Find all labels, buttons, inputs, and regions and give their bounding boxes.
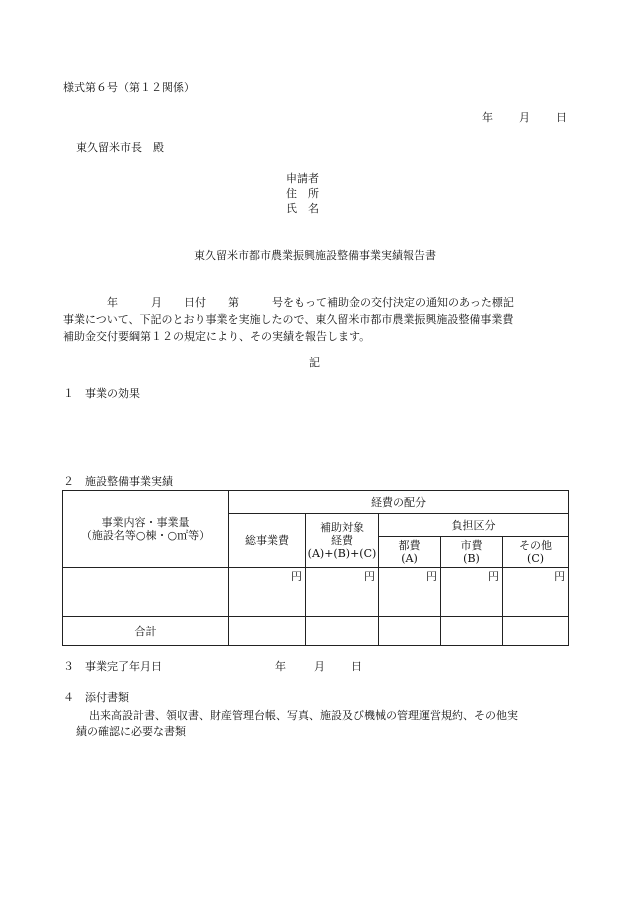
applicant-address-label: 住 所 xyxy=(286,187,319,200)
content-cell[interactable] xyxy=(63,568,229,617)
yen-unit: 円 xyxy=(503,568,569,617)
section2-heading: ２ 施設整備事業実績 xyxy=(63,475,173,488)
yen-unit: 円 xyxy=(229,568,306,617)
section4-heading: ４ 添付書類 xyxy=(63,691,129,704)
metro-cost-header: 都費 (A) xyxy=(379,537,441,568)
addressee: 東久留米市長 殿 xyxy=(76,141,164,154)
section1-heading: １ 事業の効果 xyxy=(63,387,140,400)
subsidy-target-header: 補助対象 経費 (A)+(B)+(C) xyxy=(306,514,379,568)
total-row xyxy=(63,617,569,646)
total-cell[interactable] xyxy=(229,617,306,646)
form-number: 様式第６号（第１２関係） xyxy=(63,81,195,94)
content-header: 事業内容・事業量 （施設名等○棟・○㎡等） xyxy=(63,491,229,568)
total-label: 合計 xyxy=(63,617,229,646)
total-cell[interactable] xyxy=(503,617,569,646)
table-row xyxy=(63,568,569,617)
completion-day: 日 xyxy=(351,660,362,673)
total-cell[interactable] xyxy=(441,617,503,646)
other-cost-header: その他 (C) xyxy=(503,537,569,568)
attachments-line: 績の確認に必要な書類 xyxy=(76,725,186,738)
ki-heading: 記 xyxy=(309,356,320,369)
yen-unit: 円 xyxy=(379,568,441,617)
burden-header: 負担区分 xyxy=(379,514,569,537)
completion-month: 月 xyxy=(314,660,325,673)
yen-unit: 円 xyxy=(441,568,503,617)
applicant-name-label: 氏 名 xyxy=(286,202,319,215)
expense-allocation-header: 経費の配分 xyxy=(229,491,569,514)
date-month: 月 xyxy=(519,111,530,124)
applicant-label: 申請者 xyxy=(286,172,319,185)
yen-unit: 円 xyxy=(306,568,379,617)
body-line: 年 月 日付 第 号をもって補助金の交付決定の通知のあった標記 xyxy=(63,296,514,309)
expense-table xyxy=(62,490,569,646)
body-line: 事業について、下記のとおり事業を実施したので、東久留米市都市農業振興施設整備事業費 xyxy=(63,313,514,326)
date-day: 日 xyxy=(556,111,567,124)
total-cell[interactable] xyxy=(379,617,441,646)
city-cost-header: 市費 (B) xyxy=(441,537,503,568)
body-line: 補助金交付要綱第１２の規定により、その実績を報告します。 xyxy=(63,330,371,343)
total-cost-header: 総事業費 xyxy=(229,514,306,568)
total-cell[interactable] xyxy=(306,617,379,646)
body-paragraph xyxy=(63,294,573,345)
document-title: 東久留米市都市農業振興施設整備事業実績報告書 xyxy=(194,249,436,262)
section3-heading: ３ 事業完了年月日 xyxy=(63,660,162,673)
date-year: 年 xyxy=(482,111,493,124)
attachments-line: 出来高設計書、領収書、財産管理台帳、写真、施設及び機械の管理運営規約、その他実 xyxy=(89,709,518,722)
completion-year: 年 xyxy=(275,660,286,673)
